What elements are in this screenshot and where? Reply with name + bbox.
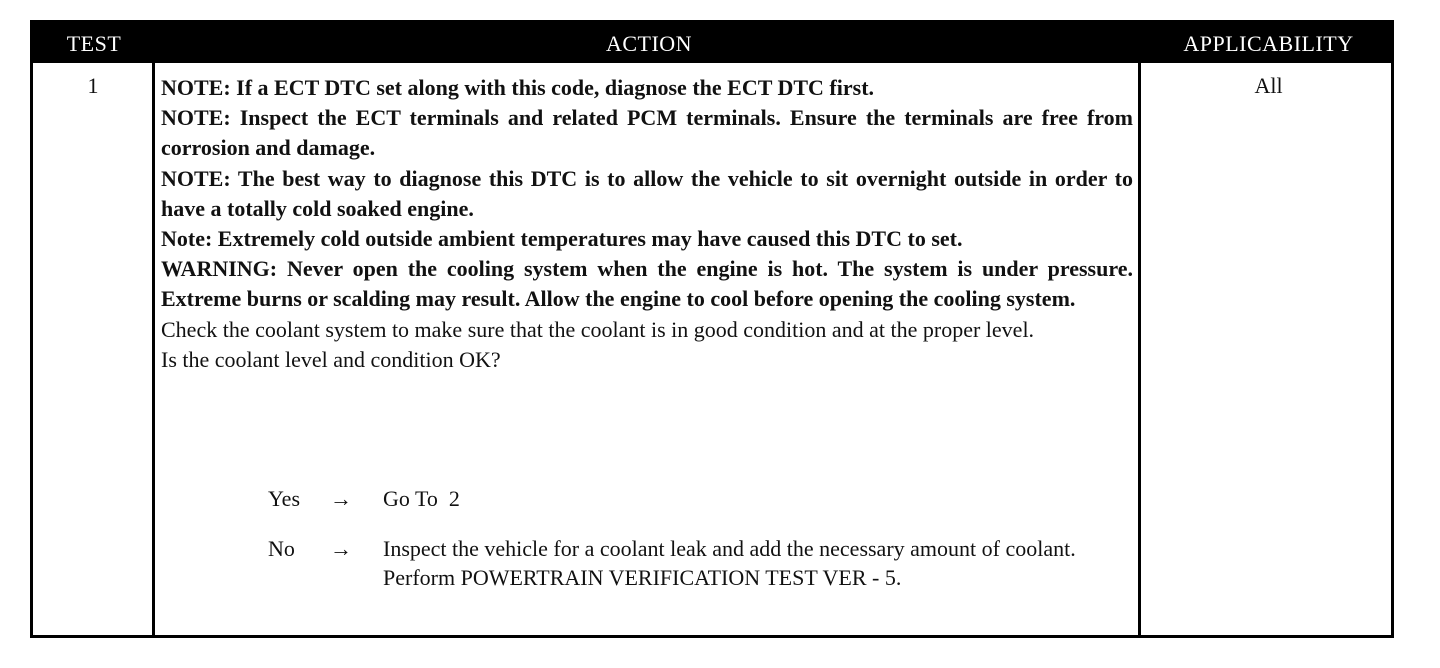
no-action-verification: Perform POWERTRAIN VERIFICATION TEST VER - 5. bbox=[383, 565, 902, 590]
no-label: No bbox=[268, 536, 295, 561]
yes-label: Yes bbox=[268, 486, 301, 511]
header-test: TEST bbox=[66, 31, 122, 56]
arrow-icon: → bbox=[330, 536, 352, 561]
question-text: Is the coolant level and condition OK? bbox=[161, 346, 501, 372]
table-header bbox=[33, 23, 1391, 63]
no-action bbox=[383, 534, 1133, 592]
column-divider bbox=[152, 63, 155, 635]
header-action: ACTION bbox=[605, 31, 693, 56]
diagnostic-table bbox=[30, 20, 1394, 638]
yes-action: Go To 2 bbox=[383, 486, 460, 511]
instruction-text: Check the coolant system to make sure that the coolant is in good condition and at the proper level. bbox=[161, 316, 1035, 342]
test-number: 1 bbox=[87, 73, 99, 98]
column-divider bbox=[1138, 63, 1141, 635]
note-inspect-terminals: NOTE: Inspect the ECT terminals and related PCM terminals. Ensure the terminals are free from corrosion and damage. bbox=[161, 105, 1133, 161]
warning-cooling-system: WARNING: Never open the cooling system when the engine is hot. The system is under pressure. Extreme burns or scalding may result. Allow the engine to cool before opening the cooling system. bbox=[161, 256, 1133, 312]
header-applicability: APPLICABILITY bbox=[1183, 31, 1354, 56]
action-cell bbox=[161, 73, 1133, 375]
applicability-value: All bbox=[1254, 73, 1283, 98]
note-ect-dtc: NOTE: If a ECT DTC set along with this code, diagnose the ECT DTC first. bbox=[161, 75, 875, 100]
note-best-way: NOTE: The best way to diagnose this DTC is to allow the vehicle to sit overnight outside in order to have a totally cold soaked engine. bbox=[161, 165, 1133, 221]
no-action-text: Inspect the vehicle for a coolant leak and add the necessary amount of coolant. bbox=[383, 536, 1076, 561]
arrow-icon: → bbox=[330, 486, 352, 511]
note-cold-ambient: Note: Extremely cold outside ambient temperatures may have caused this DTC to set. bbox=[161, 226, 963, 252]
